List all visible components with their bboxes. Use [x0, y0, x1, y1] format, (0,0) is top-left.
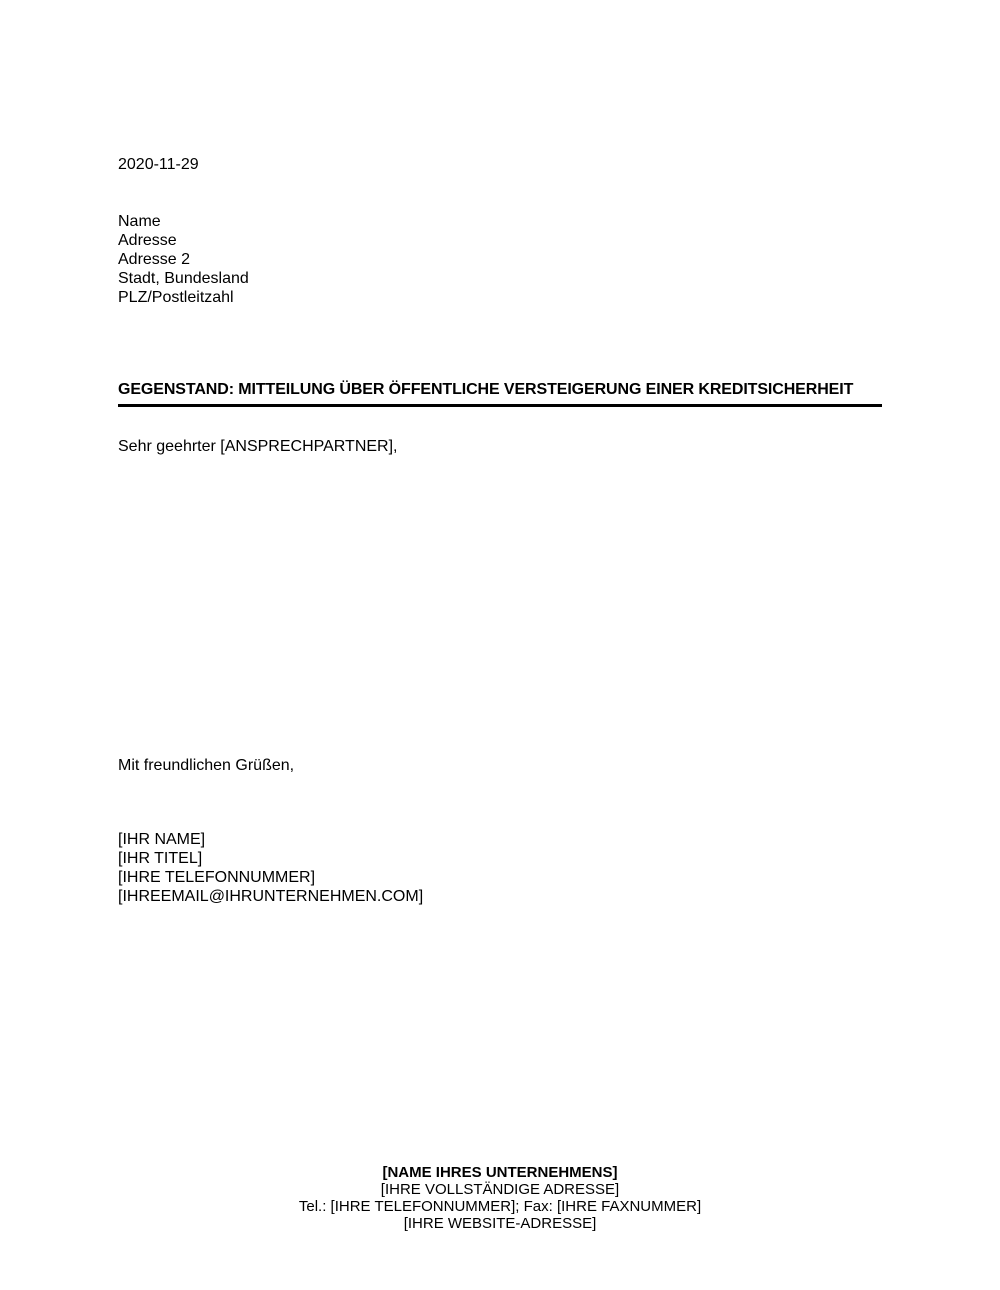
subject-divider: [118, 404, 882, 407]
recipient-address-line-1: Adresse: [118, 232, 177, 249]
signature-phone: [IHRE TELEFONNUMMER]: [118, 869, 316, 886]
letter-salutation: Sehr geehrter [ANSPRECHPARTNER],: [118, 438, 398, 455]
recipient-address-line-2: Adresse 2: [118, 251, 191, 268]
letter-subject: GEGENSTAND: MITTEILUNG ÜBER ÖFFENTLICHE VERSTEIGERUNG EINER KREDITSICHERHEIT: [118, 381, 854, 398]
recipient-address: [118, 212, 249, 307]
recipient-postal-code: PLZ/Postleitzahl: [118, 289, 234, 306]
letter-date: 2020-11-29: [118, 156, 199, 173]
footer-company-name: [NAME IHRES UNTERNEHMENS]: [382, 1164, 618, 1181]
letter-closing: Mit freundlichen Grüßen,: [118, 757, 295, 774]
signature-name: [IHR NAME]: [118, 831, 206, 848]
footer-contact: Tel.: [IHRE TELEFONNUMMER]; Fax: [IHRE FAXNUMMER]: [298, 1198, 702, 1215]
recipient-name: Name: [118, 213, 161, 230]
letterhead-footer: [0, 1164, 1000, 1232]
recipient-city-state: Stadt, Bundesland: [118, 270, 249, 287]
signature-title: [IHR TITEL]: [118, 850, 203, 867]
signature-block: [118, 830, 423, 906]
signature-email: [IHREEMAIL@IHRUNTERNEHMEN.COM]: [118, 888, 424, 905]
footer-address: [IHRE VOLLSTÄNDIGE ADRESSE]: [380, 1181, 620, 1198]
footer-website: [IHRE WEBSITE-ADRESSE]: [403, 1215, 597, 1232]
